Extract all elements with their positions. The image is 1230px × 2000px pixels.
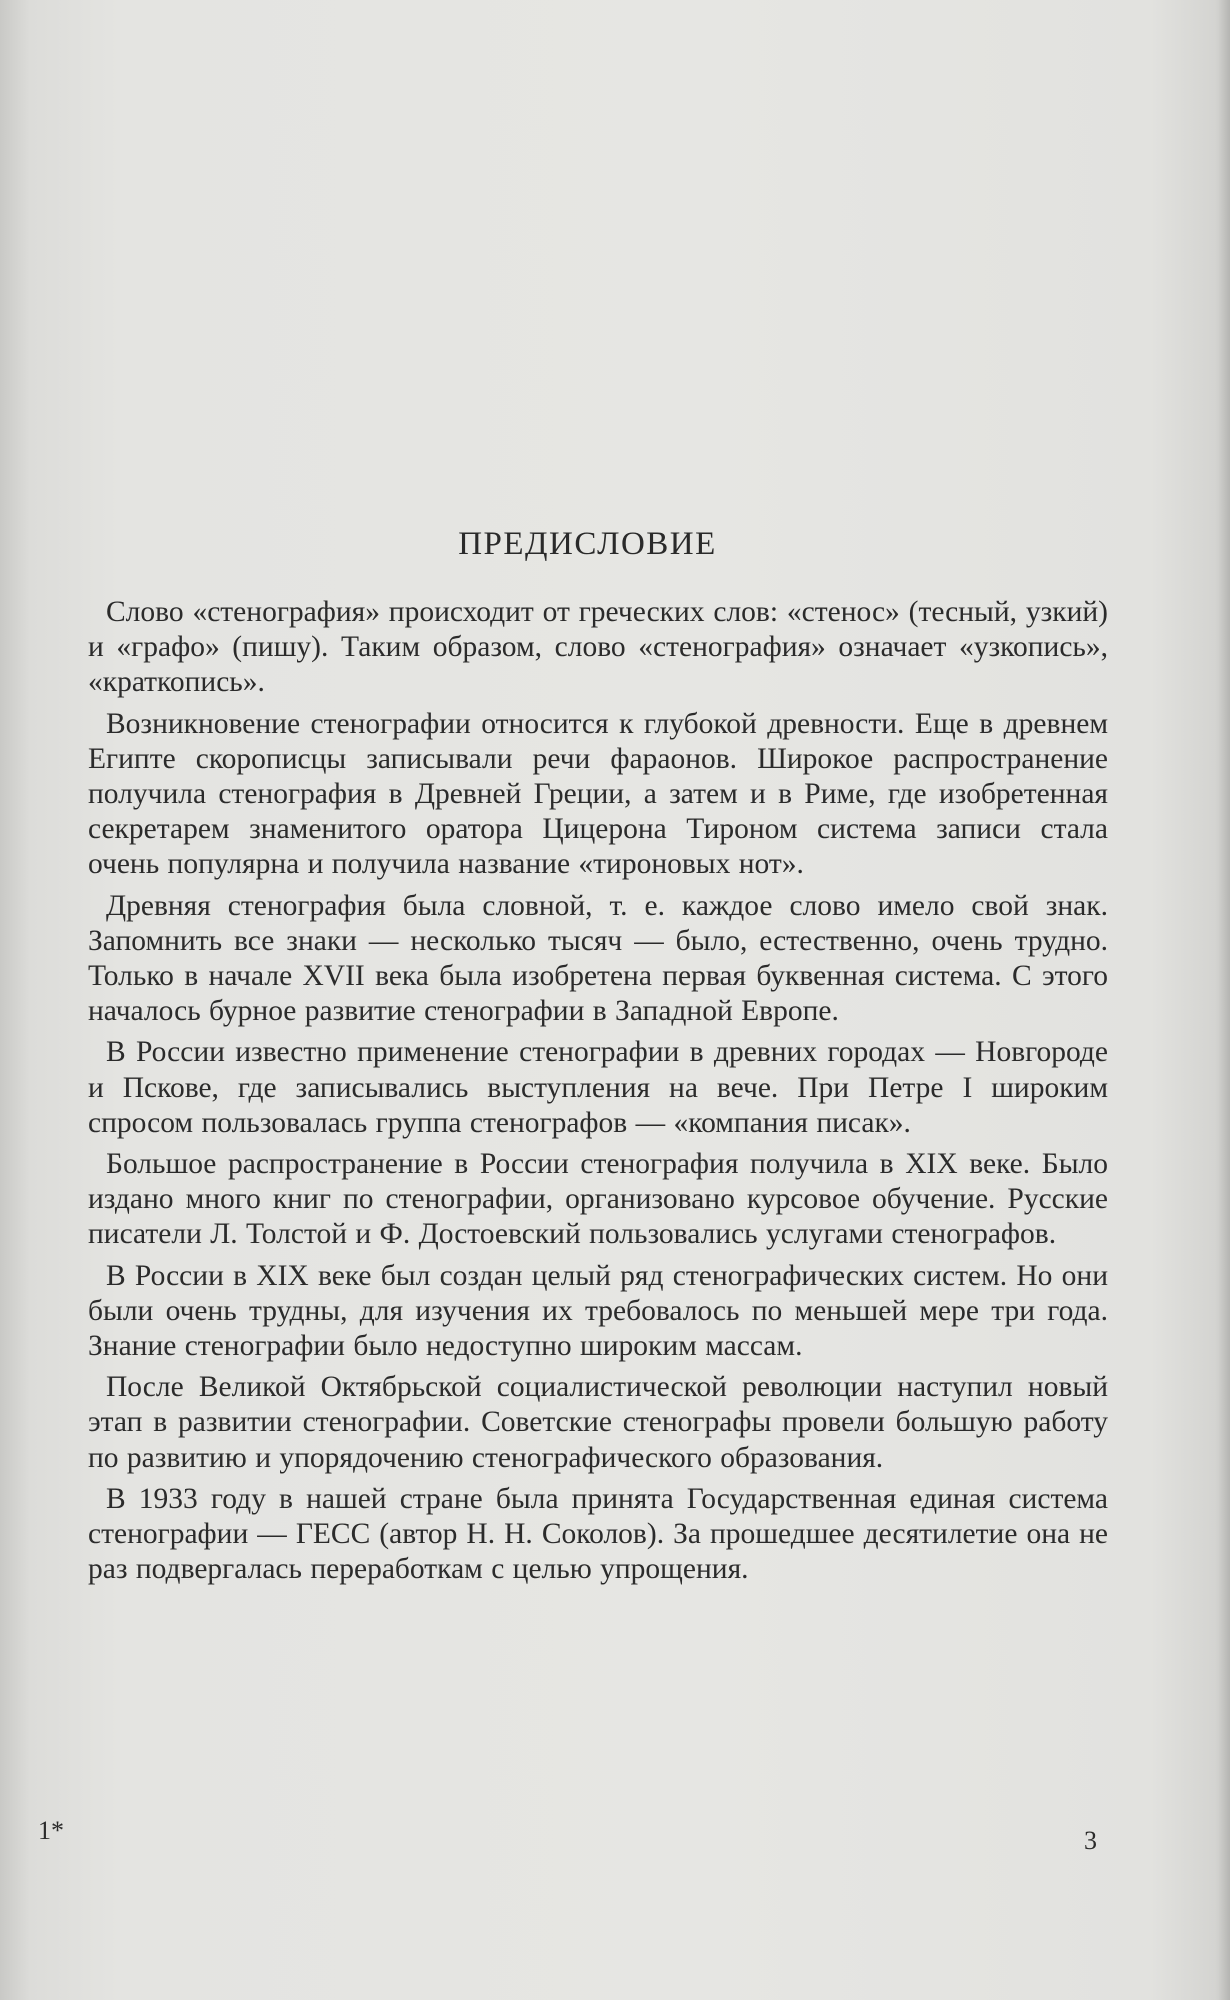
paragraph: После Великой Октябрьской социалистической революции наступил новый этап в развитии стенографии. Советские стенографы провели большую работу по развитию и упорядочению стенографического образования. xyxy=(88,1371,1108,1474)
preface-body xyxy=(88,595,1108,1593)
paragraph: Слово «стенография» происходит от греческих слов: «стенос» (тесный, узкий) и «графо» (пишу). Таким образом, слово «стенография» означает «узкопись», «краткопись». xyxy=(88,596,1108,699)
signature-mark: 1* xyxy=(38,1816,64,1845)
paragraph: В 1933 году в нашей стране была принята Государственная единая система стенографии — ГЕСС (автор Н. Н. Соколов). За прошедшее десятилетие она не раз подвергалась переработкам с целью упрощения. xyxy=(88,1482,1108,1586)
paragraph: Древняя стенография была словной, т. е. каждое слово имело свой знак. Запомнить все знаки — несколько тысяч — было, естественно, очень трудно. Только в начале XVII века была изобретена первая буквенная система. С этого началось бурное развитие стенографии в Западной Европе. xyxy=(88,889,1108,1028)
paragraph: Возникновение стенографии относится к глубокой древности. Еще в древнем Египте скорописцы записывали речи фараонов. Широкое распространение получила стенография в Древней Греции, а затем и в Риме, где изобретенная секретарем знаменитого оратора Цицерона Тироном система записи стала очень популярна и получила название «тироновых нот». xyxy=(88,707,1108,881)
paragraph: В России известно применение стенографии в древних городах — Новгороде и Пскове, где записывались выступления на вече. При Петре I широким спросом пользовалась группа стенографов — «компания писак». xyxy=(88,1036,1108,1139)
paragraph: В России в XIX веке был создан целый ряд стенографических систем. Но они были очень трудны, для изучения их требовалось по меньшей мере три года. Знание стенографии было недоступно широким массам. xyxy=(88,1259,1108,1363)
paragraph: Большое распространение в России стенография получила в XIX веке. Было издано много книг по стенографии, организовано курсовое обучение. Русские писатели Л. Толстой и Ф. Достоевский пользовались услугами стенографов. xyxy=(88,1148,1108,1251)
page-title: ПРЕДИСЛОВИЕ xyxy=(458,526,717,562)
page-number: 3 xyxy=(1084,1826,1097,1855)
page-edge-shadow xyxy=(1218,0,1230,2000)
